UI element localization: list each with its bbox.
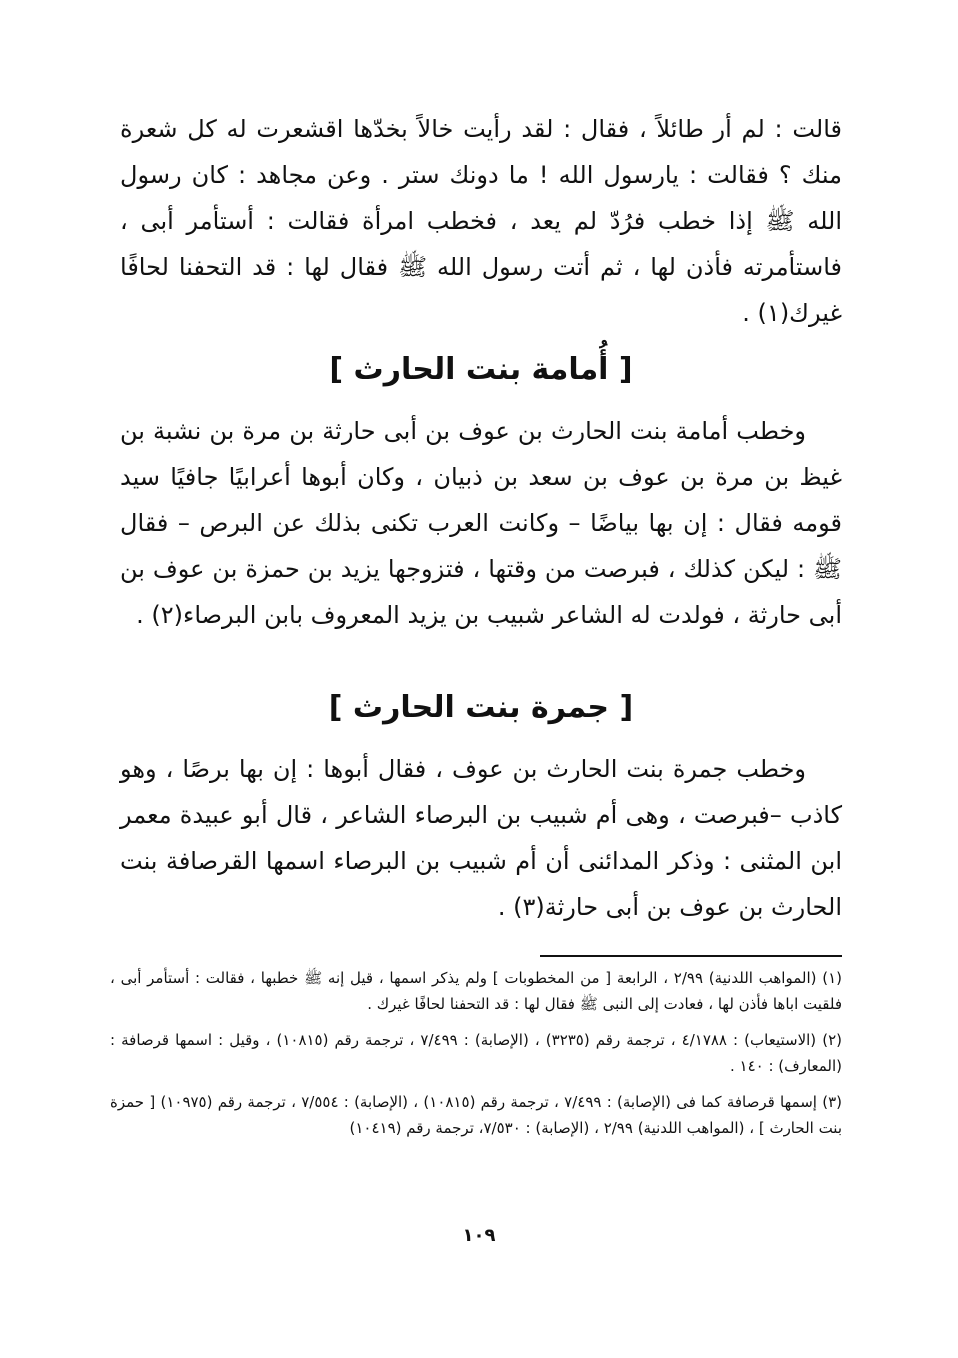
paragraph-jamra: وخطب جمرة بنت الحارث بن عوف ، فقال أبوها : إن بها برصًا ، وهو كاذب –فبرصت ، وهى أم شبيب بن البرصاء الشاعر ، قال أبو عبيدة معمر ابن المثنى : وذكر المدائنى أن أم شبيب بن البرصاء اسمها القرصافة بنت الحارث بن عوف بن أبى حارثة(٣) . [120,755,842,921]
paragraph-intro: قالت : لم أر طائلاً ، فقال : لقد رأيت خالاً بخدّها اقشعرت له كل شعرة منك ؟ فقالت : يارسول الله ! ما دونك ستر . وعن مجاهد : كان رسول الله ﷺ إذا خطب فرُدّ لم يعد ، فخطب امرأة فقالت : أستأمر أبى ، فاستأمرته فأذن لها ، ثم أتت رسول الله ﷺ فقال لها : قد التحفنا لحافًا غيرك(١) . [120,115,842,327]
footnote-3: (٣) إسمها قرصافة كما فى (الإصابة) : ٧/٤٩٩ ، ترجمة رقم (١٠٨١٥) ، (الإصابة) : ٧/٥٥٤ ، ترجمة رقم (١٠٩٧٥) [ حمزة بنت الحارث ] ، (المواهب اللدنية) ٢/٩٩ ، (الإصابة) : ٧/٥٣٠، ترجمة رقم (١٠٤١٩) [110,1093,842,1137]
paragraph-umama: وخطب أمامة بنت الحارث بن عوف بن أبى حارثة بن مرة بن نشبة بن غيظ بن مرة بن عوف بن سعد بن ذبيان ، وكان أبوها أعرابيًا جافيًا سيد قومه فقال : إن بها بياضًا – وكانت العرب تكنى بذلك عن البرص – فقال ﷺ : ليكن كذلك ، فبرصت من وقتها ، فتزوجها يزيد بن حمزة بن عوف بن أبى حارثة ، فولدت له الشاعر شبيب بن يزيد المعروف بابن البرصاء(٢) . [120,417,842,629]
footnote-1: (١) (المواهب اللدنية) ٢/٩٩ ، الرابعة [ من المخطوبات ] ولم يذكر اسمها ، قيل إنه ﷺ خطبها ، فقالت : أستأمر أبى ، فلقيت اباها فأذن لها ، فعادت إلى النبى ﷺ فقال لها : قد التحفنا لحافًا غيرك . [110,969,842,1013]
footnote-divider [540,955,842,957]
heading-umama: [ أُمامة بنت الحارث ] [329,352,633,387]
heading-jamra: [ جمرة بنت الحارث ] [328,690,634,725]
footnotes [110,965,842,1151]
footnote-2: (٢) (الاستيعاب) : ٤/١٧٨٨ ، ترجمة رقم (٣٢٣٥) ، (الإصابة) : ٧/٤٩٩ ، ترجمة رقم (١٠٨١٥) ، وقيل : اسمها قرصافة : (المعارف) : ١٤٠ . [110,1031,842,1075]
page-number: ١٠٩ [462,1225,496,1246]
